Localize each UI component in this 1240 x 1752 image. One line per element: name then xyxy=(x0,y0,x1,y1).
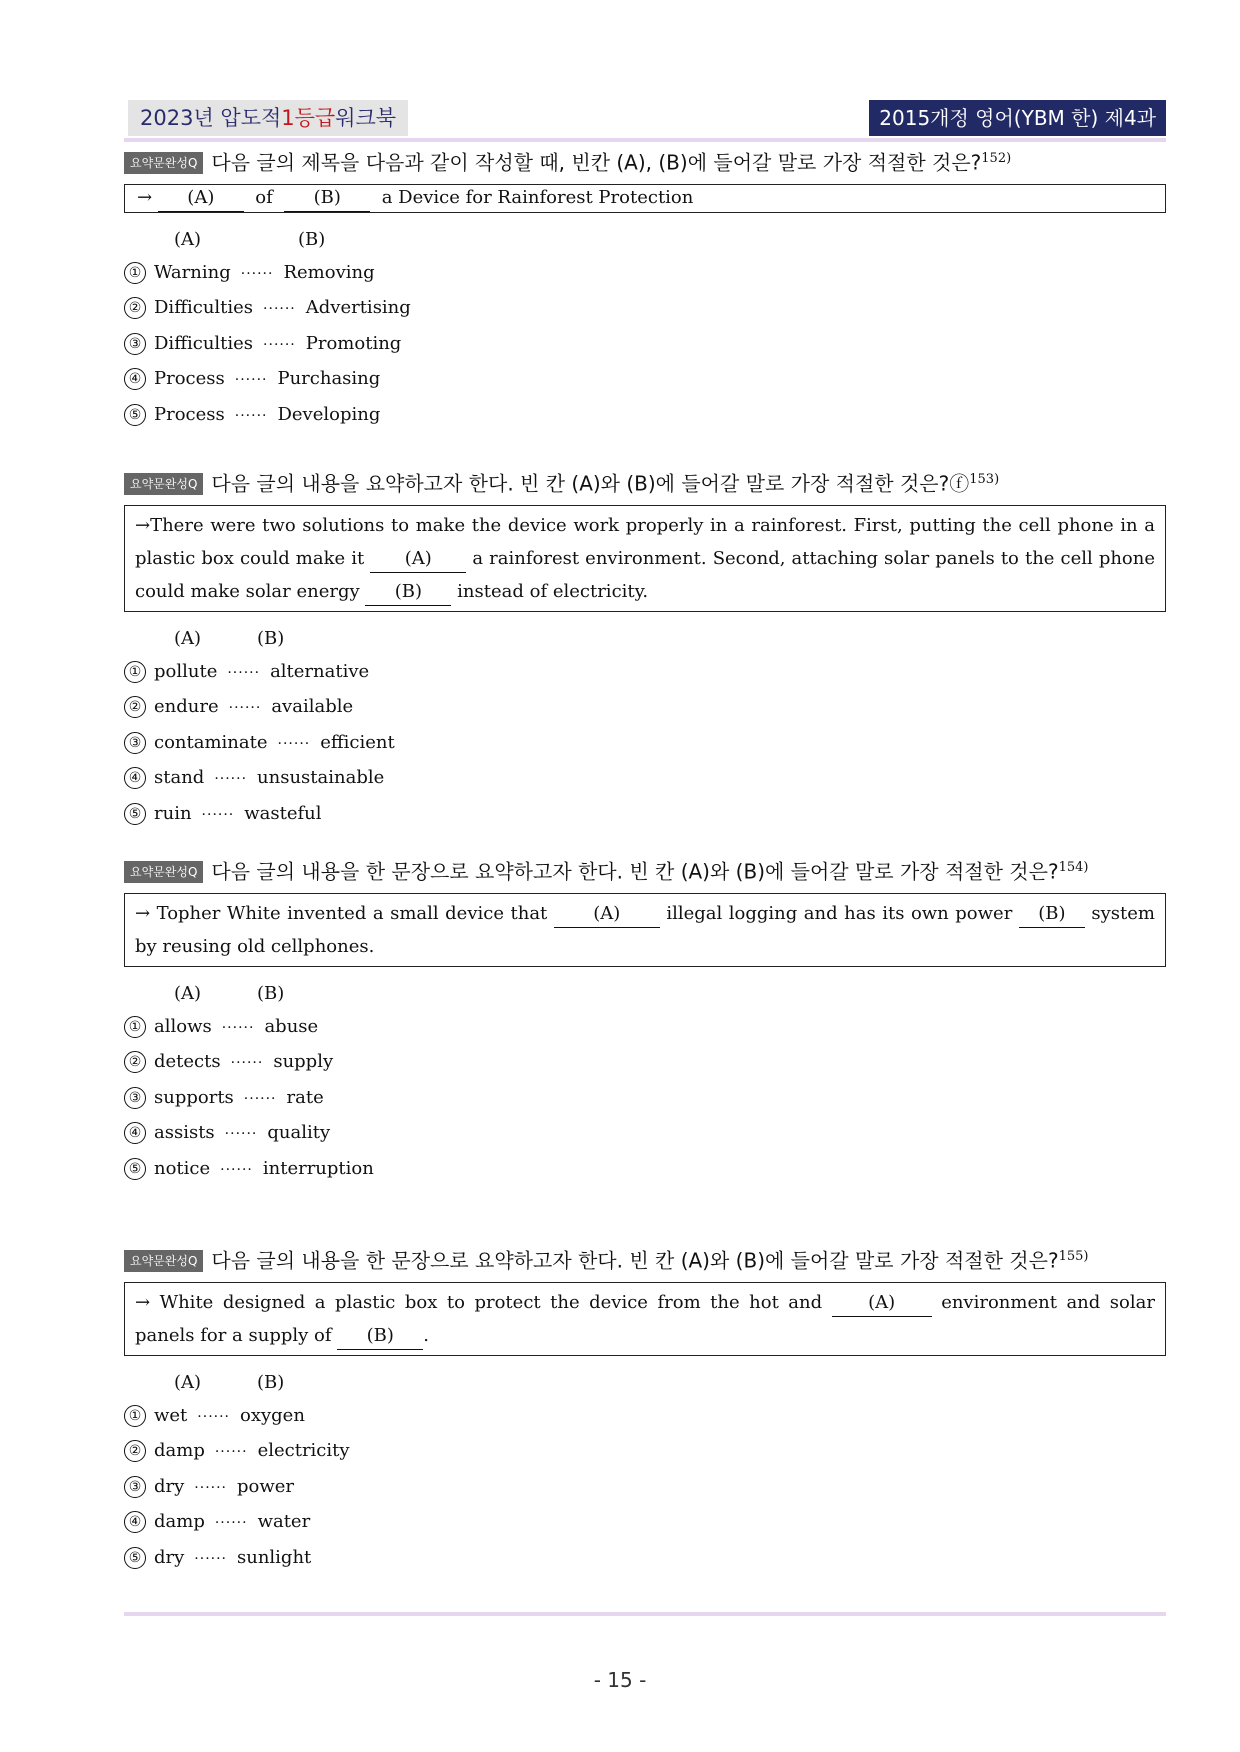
dot-leader: ······ xyxy=(277,735,311,752)
summary-text: instead of electricity. xyxy=(457,580,649,602)
circled-number: ⑤ xyxy=(124,1547,146,1569)
answer-option-5[interactable] xyxy=(124,1541,1166,1577)
option-word-a: damp xyxy=(154,1440,205,1462)
dot-leader: ······ xyxy=(221,1019,255,1036)
dot-leader: ······ xyxy=(228,700,262,717)
column-b-label: (B) xyxy=(257,627,285,649)
blank-b: (B) xyxy=(1019,901,1085,928)
option-word-b: quality xyxy=(267,1122,331,1144)
footnote-ref: 154) xyxy=(1058,860,1089,875)
blank-b: (B) xyxy=(284,185,370,212)
answer-option-1[interactable] xyxy=(124,256,1166,292)
answer-option-4[interactable] xyxy=(124,362,1166,398)
dot-leader: ······ xyxy=(194,1479,227,1496)
dot-leader: ······ xyxy=(230,1055,264,1072)
question-153 xyxy=(124,463,1166,832)
option-word-a: Difficulties xyxy=(154,332,254,354)
circled-number: ③ xyxy=(124,732,146,754)
option-word-b: Advertising xyxy=(305,297,411,319)
option-word-a: contaminate xyxy=(154,731,268,753)
blank-a: (A) xyxy=(158,185,244,212)
answer-option-4[interactable] xyxy=(124,761,1166,797)
question-type-badge: 요약문완성Q xyxy=(124,473,203,495)
option-word-b: wasteful xyxy=(244,802,322,824)
dot-leader: ······ xyxy=(240,265,274,282)
option-word-b: Promoting xyxy=(305,332,402,354)
option-word-b: abuse xyxy=(264,1015,319,1037)
dot-leader: ······ xyxy=(194,1550,227,1567)
summary-box xyxy=(124,1282,1166,1356)
circled-number: ① xyxy=(124,1016,146,1038)
option-word-b: available xyxy=(271,696,354,718)
footnote-ref: 152) xyxy=(981,151,1012,166)
blank-b: (B) xyxy=(337,1323,423,1350)
column-a-label: (A) xyxy=(174,982,202,1004)
option-word-b: alternative xyxy=(270,660,370,682)
summary-box xyxy=(124,184,1166,213)
answer-option-3[interactable] xyxy=(124,1081,1166,1117)
option-word-b: rate xyxy=(286,1086,324,1108)
option-word-a: dry xyxy=(154,1546,185,1568)
option-word-a: Warning xyxy=(154,261,231,283)
question-prompt xyxy=(124,1240,1166,1278)
dot-leader: ······ xyxy=(224,1126,258,1143)
circled-number: ② xyxy=(124,1440,146,1462)
option-word-a: dry xyxy=(154,1475,185,1497)
circled-number: ⑤ xyxy=(124,803,146,825)
column-b-label: (B) xyxy=(257,982,285,1004)
option-columns xyxy=(124,223,1166,256)
prompt-text: 다음 글의 내용을 한 문장으로 요약하고자 한다. 빈 칸 (A)와 (B)에 들어갈 말로 가장 적절한 것은? xyxy=(211,1248,1059,1273)
question-152 xyxy=(124,142,1166,433)
option-columns xyxy=(124,1366,1166,1399)
option-word-b: efficient xyxy=(320,731,395,753)
question-prompt xyxy=(124,142,1166,180)
option-columns xyxy=(124,622,1166,655)
summary-text: → White designed a plastic box to protect the device from the hot and xyxy=(135,1291,823,1313)
dot-leader: ······ xyxy=(201,806,235,823)
option-word-a: notice xyxy=(154,1157,211,1179)
question-prompt xyxy=(124,463,1166,501)
summary-box xyxy=(124,505,1166,612)
option-word-a: supports xyxy=(154,1086,234,1108)
option-word-a: wet xyxy=(154,1404,188,1426)
option-word-a: Difficulties xyxy=(154,297,254,319)
option-word-b: power xyxy=(237,1475,295,1497)
dot-leader: ······ xyxy=(227,664,261,681)
option-word-b: Purchasing xyxy=(277,368,381,390)
prompt-text: 다음 글의 내용을 한 문장으로 요약하고자 한다. 빈 칸 (A)와 (B)에 들어갈 말로 가장 적절한 것은? xyxy=(211,859,1059,884)
answer-option-2[interactable] xyxy=(124,1045,1166,1081)
answer-option-1[interactable] xyxy=(124,1010,1166,1046)
prompt-text: 다음 글의 내용을 요약하고자 한다. 빈 칸 (A)와 (B)에 들어갈 말로 가장 적절한 것은?ⓕ xyxy=(211,471,970,496)
dot-leader: ······ xyxy=(234,407,268,424)
question-type-badge: 요약문완성Q xyxy=(124,1250,203,1272)
dot-leader: ······ xyxy=(214,1444,248,1461)
option-word-b: oxygen xyxy=(240,1404,305,1426)
option-columns xyxy=(124,977,1166,1010)
option-word-b: unsustainable xyxy=(257,767,385,789)
circled-number: ② xyxy=(124,1051,146,1073)
circled-number: ② xyxy=(124,297,146,319)
summary-text: system by reusing old cellphones. xyxy=(135,902,1155,957)
footnote-ref: 153) xyxy=(969,472,1000,487)
workbook-title-pre: 2023년 압도적 xyxy=(140,106,282,130)
blank-a: (A) xyxy=(832,1290,932,1317)
circled-number: ④ xyxy=(124,1511,146,1533)
blank-a: (A) xyxy=(554,901,660,928)
answer-option-3[interactable] xyxy=(124,726,1166,762)
arrow-icon: → xyxy=(137,186,153,208)
summary-text: →There were two solutions to make the device work properly in a rainforest. First, putting the cell phone in a plastic box could make it xyxy=(135,514,1155,569)
option-word-a: Process xyxy=(154,368,225,390)
dot-leader: ······ xyxy=(214,1515,248,1532)
answer-option-4[interactable] xyxy=(124,1116,1166,1152)
summary-text: . xyxy=(423,1324,429,1346)
column-b-label: (B) xyxy=(257,1371,285,1393)
option-word-a: stand xyxy=(154,767,205,789)
blank-a: (A) xyxy=(370,546,466,573)
option-word-b: interruption xyxy=(262,1157,374,1179)
column-b-label: (B) xyxy=(298,228,326,250)
summary-text: environment and solar panels for a supply of xyxy=(135,1291,1155,1346)
summary-text: illegal logging and has its own power xyxy=(666,902,1013,924)
question-type-badge: 요약문완성Q xyxy=(124,152,203,174)
answer-option-5[interactable] xyxy=(124,1152,1166,1188)
circled-number: ① xyxy=(124,661,146,683)
footer-divider xyxy=(124,1612,1166,1616)
page-number: - 15 - xyxy=(593,1668,647,1692)
answer-option-5[interactable] xyxy=(124,398,1166,434)
answer-option-3[interactable] xyxy=(124,327,1166,363)
footnote-ref: 155) xyxy=(1058,1249,1089,1264)
column-a-label: (A) xyxy=(174,627,202,649)
answer-option-2[interactable] xyxy=(124,291,1166,327)
dot-leader: ······ xyxy=(243,1090,277,1107)
workbook-title xyxy=(128,100,408,136)
circled-number: ⑤ xyxy=(124,404,146,426)
answer-option-3[interactable] xyxy=(124,1470,1166,1506)
circled-number: ③ xyxy=(124,333,146,355)
dot-leader: ······ xyxy=(263,301,296,318)
circled-number: ② xyxy=(124,696,146,718)
question-prompt xyxy=(124,851,1166,889)
prompt-text: 다음 글의 제목을 다음과 같이 작성할 때, 빈칸 (A), (B)에 들어갈 말로 가장 적절한 것은? xyxy=(211,150,982,175)
option-word-b: electricity xyxy=(257,1440,350,1462)
circled-number: ④ xyxy=(124,368,146,390)
summary-text: a rainforest environment. Second, attaching solar panels to the cell phone could make solar energy xyxy=(135,547,1156,602)
answer-option-1[interactable] xyxy=(124,1399,1166,1435)
question-type-badge: 요약문완성Q xyxy=(124,861,203,883)
option-word-b: Developing xyxy=(277,403,381,425)
circled-number: ① xyxy=(124,1405,146,1427)
summary-text: → Topher White invented a small device that xyxy=(135,902,548,924)
option-word-b: supply xyxy=(273,1051,334,1073)
answer-option-2[interactable] xyxy=(124,690,1166,726)
option-word-a: endure xyxy=(154,696,219,718)
column-a-label: (A) xyxy=(174,228,202,250)
circled-number: ⑤ xyxy=(124,1158,146,1180)
summary-tail: a Device for Rainforest Protection xyxy=(381,186,694,208)
option-word-b: Removing xyxy=(283,261,375,283)
dot-leader: ······ xyxy=(263,336,296,353)
blank-b: (B) xyxy=(365,579,451,606)
circled-number: ④ xyxy=(124,767,146,789)
circled-number: ③ xyxy=(124,1476,146,1498)
option-word-a: detects xyxy=(154,1051,221,1073)
answer-option-5[interactable] xyxy=(124,797,1166,833)
circled-number: ③ xyxy=(124,1087,146,1109)
option-word-a: damp xyxy=(154,1511,205,1533)
answer-option-4[interactable] xyxy=(124,1505,1166,1541)
dot-leader: ······ xyxy=(234,372,268,389)
answer-option-1[interactable] xyxy=(124,655,1166,691)
option-word-a: ruin xyxy=(154,802,192,824)
workbook-title-highlight: 1등급 xyxy=(281,106,336,130)
question-155 xyxy=(124,1240,1166,1576)
workbook-title-post: 워크북 xyxy=(335,106,397,130)
dot-leader: ······ xyxy=(214,771,248,788)
dot-leader: ······ xyxy=(220,1161,253,1178)
column-a-label: (A) xyxy=(174,1371,202,1393)
circled-number: ④ xyxy=(124,1122,146,1144)
answer-option-2[interactable] xyxy=(124,1434,1166,1470)
summary-word: of xyxy=(255,186,273,208)
question-154 xyxy=(124,851,1166,1187)
option-word-a: allows xyxy=(154,1015,212,1037)
option-word-a: pollute xyxy=(154,660,218,682)
dot-leader: ······ xyxy=(197,1408,230,1425)
option-word-b: sunlight xyxy=(237,1546,312,1568)
option-word-b: water xyxy=(257,1511,311,1533)
circled-number: ① xyxy=(124,262,146,284)
summary-box xyxy=(124,893,1166,967)
lesson-label: 2015개정 영어(YBM 한) 제4과 xyxy=(869,100,1166,136)
option-word-a: Process xyxy=(154,403,225,425)
option-word-a: assists xyxy=(154,1122,215,1144)
